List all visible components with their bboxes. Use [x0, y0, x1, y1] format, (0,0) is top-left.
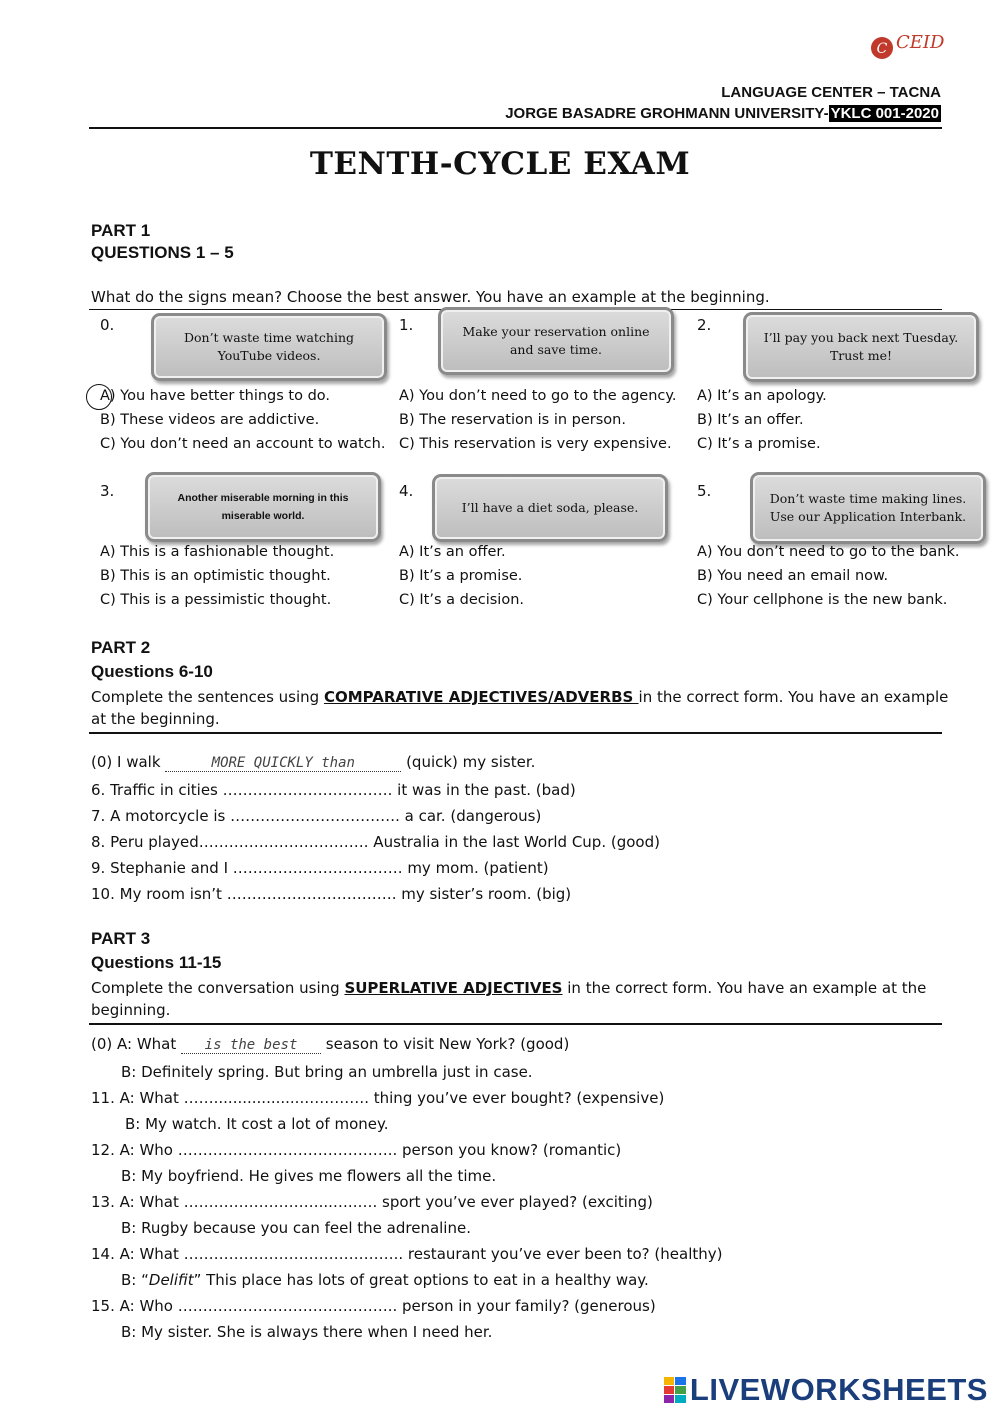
sign-1: Make your reservation online and save time. [438, 307, 674, 375]
ceid-logo [868, 22, 948, 66]
option[interactable]: B) The reservation is in person. [399, 412, 626, 428]
instruction-keyword: SUPERLATIVE ADJECTIVES [344, 979, 563, 997]
example-text: season to visit New York? (good) [321, 1035, 570, 1053]
svg-text:C: C [876, 41, 888, 57]
header-line1: LANGUAGE CENTER – TACNA [721, 84, 941, 101]
liveworksheets-logo[interactable] [664, 1372, 988, 1408]
option[interactable]: C) Your cellphone is the new bank. [697, 592, 948, 608]
answer-14 [121, 1271, 649, 1289]
option[interactable]: A) This is a fashionable thought. [100, 544, 335, 560]
answer-text: B: “ [121, 1271, 149, 1289]
part1-heading: PART 1 [91, 221, 151, 240]
header-line2 [505, 105, 941, 122]
question-13[interactable]: 13. A: What ………………………...…..…. sport you’ve ever played? (exciting) [91, 1193, 653, 1211]
instruction-keyword: COMPARATIVE ADJECTIVES/ADVERBS [323, 688, 639, 706]
option[interactable]: A) You don’t need to go to the bank. [697, 544, 960, 560]
item-number: 0. [100, 316, 115, 334]
example-response: B: Definitely spring. But bring an umbrella just in case. [121, 1063, 533, 1081]
answer-15: B: My sister. She is always there when I need her. [121, 1323, 493, 1341]
part3-divider [89, 1023, 942, 1025]
part2-heading: PART 2 [91, 638, 151, 657]
instruction-text: Complete the sentences using [91, 688, 324, 706]
option[interactable]: C) It’s a promise. [697, 436, 821, 452]
example-text: (0) A: What [91, 1035, 182, 1053]
item-number: 3. [100, 482, 115, 500]
university-name: JORGE BASADRE GROHMANN UNIVERSITY- [505, 105, 829, 122]
option[interactable]: C) You don’t need an account to watch. [100, 436, 386, 452]
option[interactable]: A) It’s an apology. [697, 388, 827, 404]
instruction-text: Complete the conversation using [91, 979, 345, 997]
option[interactable]: C) This is a pessimistic thought. [100, 592, 332, 608]
part2-example [91, 753, 535, 772]
option[interactable]: A) You don’t need to go to the agency. [399, 388, 677, 404]
sign-3: Another miserable morning in this miserable world. [145, 472, 381, 542]
sentence-6[interactable]: 6. Traffic in cities ……………………………. it was in the past. (bad) [91, 781, 576, 799]
sign-0: Don’t waste time watching YouTube videos. [151, 313, 387, 381]
item-number: 5. [697, 482, 712, 500]
part1-subheading: QUESTIONS 1 – 5 [91, 243, 234, 262]
item-number: 2. [697, 316, 712, 334]
sentence-10[interactable]: 10. My room isn’t ……………………………. my sister’s room. (big) [91, 885, 572, 903]
brand-name: LIVEWORKSHEETS [689, 1372, 988, 1407]
option[interactable]: B) It’s an offer. [697, 412, 804, 428]
part3-instruction [91, 979, 926, 997]
option[interactable]: B) This is an optimistic thought. [100, 568, 331, 584]
question-15[interactable]: 15. A: Who …………………………………….. person in your family? (generous) [91, 1297, 656, 1315]
sentence-8[interactable]: 8. Peru played……………………………. Australia in the last World Cup. (good) [91, 833, 660, 851]
liveworksheets-icon [664, 1377, 686, 1403]
instruction-text: in the correct form. You have an example [638, 688, 949, 706]
page-title: TENTH-CYCLE EXAM [309, 146, 691, 182]
sign-5: Don’t waste time making lines. Use our Application Interbank. [750, 472, 986, 544]
part2-instruction [91, 688, 948, 706]
example-text: (quick) my sister. [401, 753, 536, 771]
part3-instruction-line2: beginning. [91, 1001, 171, 1019]
example-text: (0) I walk [91, 753, 166, 771]
part3-subheading: Questions 11-15 [91, 953, 222, 972]
question-12[interactable]: 12. A: Who …………………………………….. person you know? (romantic) [91, 1141, 622, 1159]
answer-13: B: Rugby because you can feel the adrenaline. [121, 1219, 471, 1237]
course-code: YKLC 001-2020 [830, 105, 939, 122]
instruction-text: in the correct form. You have an example at the [562, 979, 927, 997]
part2-instruction-line2: at the beginning. [91, 710, 220, 728]
question-11[interactable]: 11. A: What ……...................…………. thing you’ve ever bought? (expensive) [91, 1089, 665, 1107]
restaurant-name: Delifit [148, 1271, 194, 1289]
sentence-9[interactable]: 9. Stephanie and I ……………………………. my mom. (patient) [91, 859, 549, 877]
example-answer[interactable]: MORE QUICKLY than [165, 755, 401, 772]
part1-instruction: What do the signs mean? Choose the best answer. You have an example at the beginning. [91, 288, 770, 306]
part2-divider [89, 732, 942, 734]
option[interactable]: A) It’s an offer. [399, 544, 506, 560]
sign-2: I’ll pay you back next Tuesday. Trust me! [743, 312, 979, 382]
part3-example [91, 1035, 569, 1054]
sentence-7[interactable]: 7. A motorcycle is ……………………………. a car. (dangerous) [91, 807, 542, 825]
option[interactable]: C) It’s a decision. [399, 592, 524, 608]
option[interactable]: C) This reservation is very expensive. [399, 436, 672, 452]
header-divider [89, 127, 942, 129]
item-number: 4. [399, 482, 414, 500]
option[interactable]: B) These videos are addictive. [100, 412, 320, 428]
answer-11: B: My watch. It cost a lot of money. [125, 1115, 389, 1133]
option[interactable]: B) It’s a promise. [399, 568, 523, 584]
answer-text: ” This place has lots of great options to eat in a healthy way. [193, 1271, 649, 1289]
option[interactable]: B) You need an email now. [697, 568, 889, 584]
part2-subheading: Questions 6-10 [91, 662, 213, 681]
option[interactable]: A) You have better things to do. [100, 388, 331, 404]
question-14[interactable]: 14. A: What …………………………………….. restaurant you’ve ever been to? (healthy) [91, 1245, 723, 1263]
example-answer[interactable]: is the best [181, 1037, 321, 1054]
answer-12: B: My boyfriend. He gives me flowers all the time. [121, 1167, 497, 1185]
sign-4: I’ll have a diet soda, please. [432, 474, 668, 542]
item-number: 1. [399, 316, 414, 334]
part3-heading: PART 3 [91, 929, 151, 948]
logo-text: CEID [896, 32, 945, 53]
